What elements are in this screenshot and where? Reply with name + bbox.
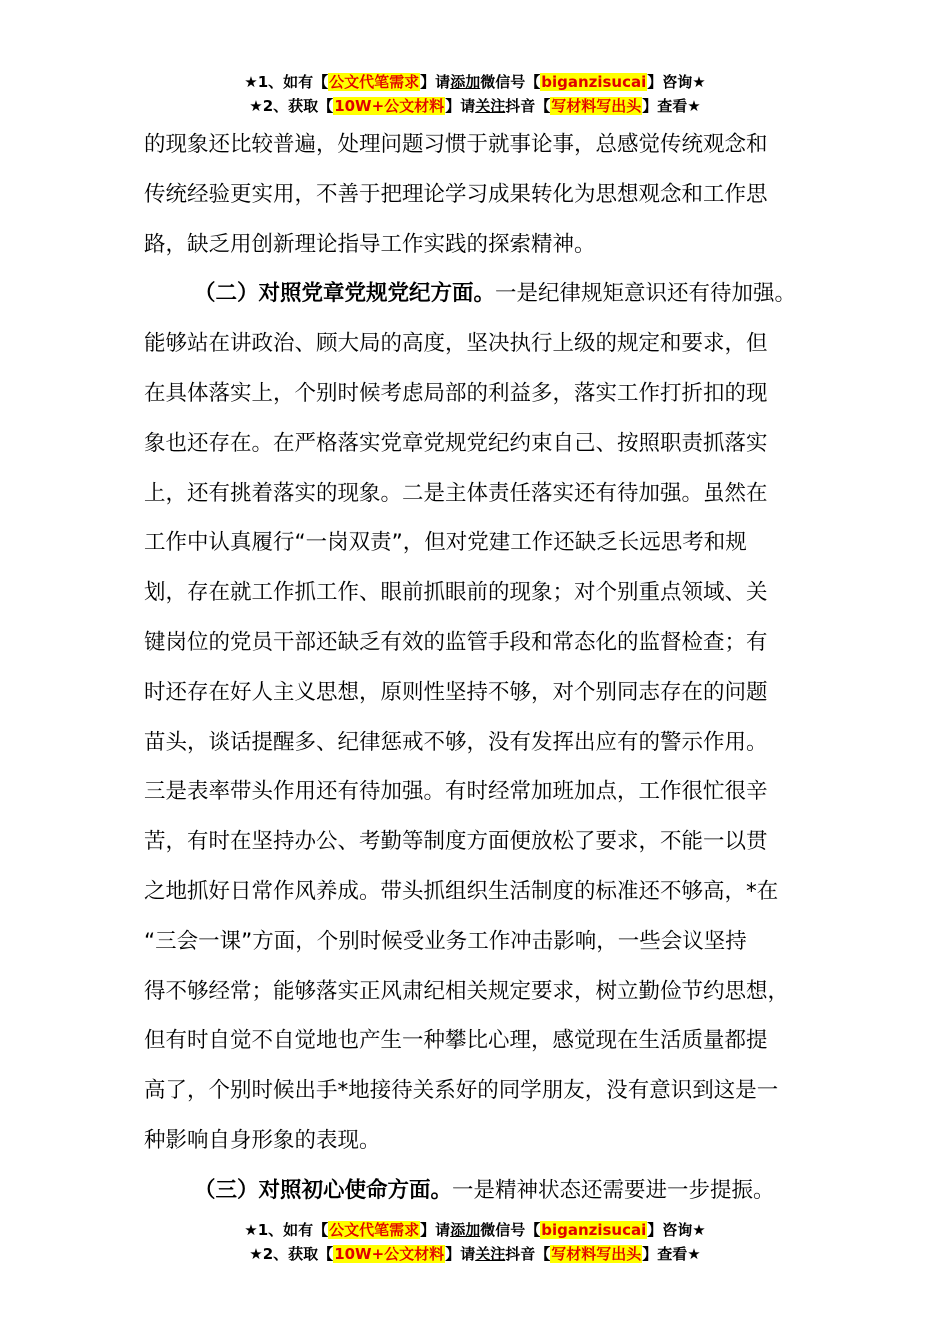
body-line: 象也还存在。在严格落实党章党规党纪约束自己、按照职责抓落实 [144, 430, 768, 456]
highlight-service: 公文代笔需求 [329, 73, 420, 91]
body-line: 三是表率带头作用还有待加强。有时经常加班加点，工作很忙很辛 [144, 779, 768, 805]
highlight-douyin: 写材料写出头 [551, 97, 642, 115]
body-line: 时还存在好人主义思想，原则性坚持不够，对个别同志存在的问题 [144, 679, 768, 705]
body-line: 划，存在就工作抓工作、眼前抓眼前的现象；对个别重点领域、关 [144, 580, 768, 606]
body-line: 得不够经常；能够落实正风肃纪相关规定要求，树立勤俭节约思想， [144, 978, 790, 1004]
promo-line-2: ★2、获取【10W+公文材料】请关注抖音【写材料写出头】查看★ [249, 97, 701, 115]
body-line: “三会一课”方面，个别时候受业务工作冲击影响，一些会议坚持 [144, 928, 747, 954]
body-line: 之地抓好日常作风养成。带头抓组织生活制度的标准还不够高，*在 [144, 878, 779, 904]
highlight-wechat-id: biganzisucai [541, 73, 647, 91]
body-line: 苦，有时在坚持办公、考勤等制度方面便放松了要求，不能一以贯 [144, 829, 768, 855]
highlight-service: 公文代笔需求 [329, 1221, 420, 1239]
body-line: 路，缺乏用创新理论指导工作实践的探索精神。 [144, 231, 596, 257]
body-line: 的现象还比较普遍，处理问题习惯于就事论事，总感觉传统观念和 [144, 132, 768, 157]
highlight-douyin: 写材料写出头 [551, 1245, 642, 1263]
body-line: 上，还有挑着落实的现象。二是主体责任落实还有待加强。虽然在 [144, 480, 768, 506]
promo-line-1: ★1、如有【公文代笔需求】请添加微信号【biganzisucai】咨询★ [244, 73, 706, 91]
section-3-first-line: （三）对照初心使命方面。一是精神状态还需要进一步提振。 [194, 1177, 775, 1203]
body-line: 苗头，谈话提醒多、纪律惩戒不够，没有发挥出应有的警示作用。 [144, 729, 768, 755]
section-2-heading: （二）对照党章党规党纪方面。 [194, 281, 496, 307]
promo-banner-bottom [0, 1218, 950, 1266]
promo-banner-top [0, 70, 950, 118]
promo-line-2: ★2、获取【10W+公文材料】请关注抖音【写材料写出头】查看★ [249, 1245, 701, 1263]
promo-line-1: ★1、如有【公文代笔需求】请添加微信号【biganzisucai】咨询★ [244, 1221, 706, 1239]
body-line: 传统经验更实用，不善于把理论学习成果转化为思想观念和工作思 [144, 181, 768, 207]
section-2-first-line: （二）对照党章党规党纪方面。一是纪律规矩意识还有待加强。 [194, 281, 797, 307]
highlight-materials: 10W+公文材料 [334, 1245, 445, 1263]
body-line: 能够站在讲政治、顾大局的高度，坚决执行上级的规定和要求，但 [144, 331, 768, 357]
body-line: 在具体落实上，个别时候考虑局部的利益多，落实工作打折扣的现 [144, 380, 768, 406]
body-line: 但有时自觉不自觉地也产生一种攀比心理，感觉现在生活质量都提 [144, 1028, 768, 1054]
document-body [144, 120, 830, 1216]
highlight-materials: 10W+公文材料 [334, 97, 445, 115]
body-line: 键岗位的党员干部还缺乏有效的监管手段和常态化的监督检查；有 [144, 629, 768, 655]
section-3-heading: （三）对照初心使命方面。 [194, 1177, 453, 1203]
body-line: 种影响自身形象的表现。 [144, 1127, 381, 1153]
body-line: 高了，个别时候出手*地接待关系好的同学朋友，没有意识到这是一 [144, 1078, 779, 1104]
highlight-wechat-id: biganzisucai [541, 1221, 647, 1239]
body-line: 工作中认真履行“一岗双责”，但对党建工作还缺乏长远思考和规 [144, 530, 747, 556]
